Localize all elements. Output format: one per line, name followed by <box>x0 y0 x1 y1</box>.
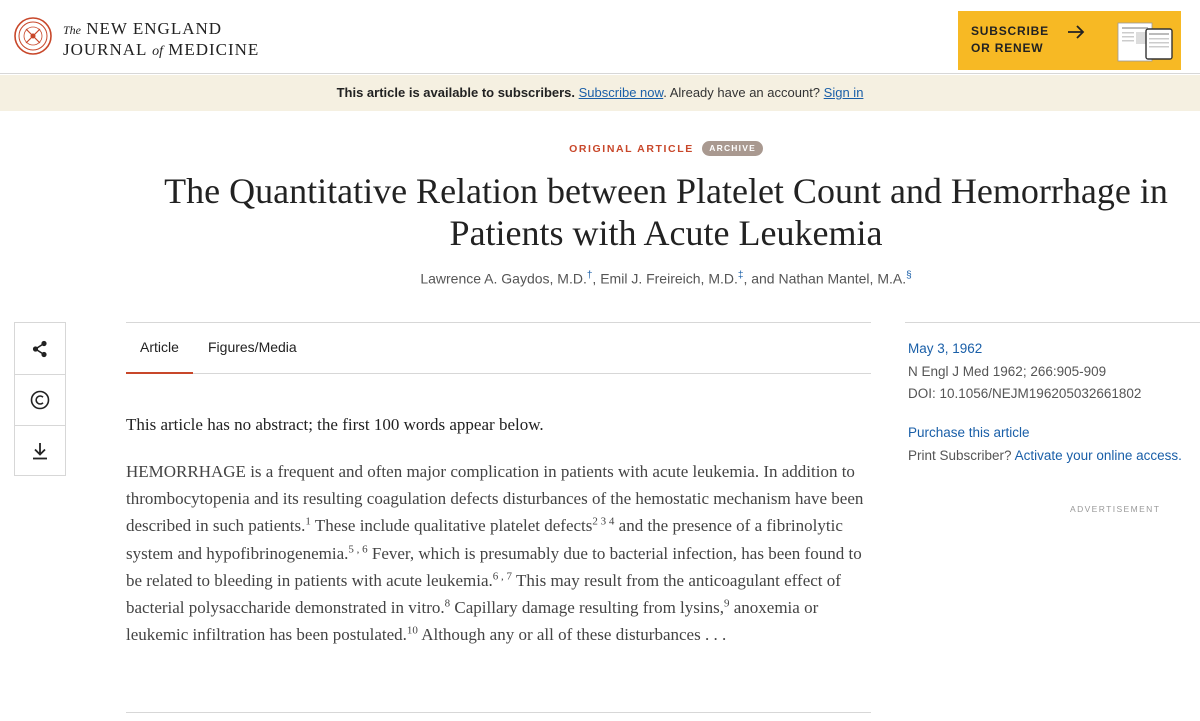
advertisement-label: ADVERTISEMENT <box>1070 504 1161 514</box>
sidebar-divider <box>905 322 1200 323</box>
logo-medicine: MEDICINE <box>168 40 260 59</box>
logo-journal: JOURNAL <box>63 40 147 59</box>
article-kicker <box>0 140 1200 158</box>
site-logo[interactable] <box>63 19 259 61</box>
article-tabs <box>126 322 871 374</box>
logo-the: The <box>63 23 81 37</box>
author-affiliation-mark[interactable]: § <box>906 270 912 281</box>
journal-devices-icon <box>1116 19 1176 63</box>
reference-link[interactable]: 8 <box>444 597 451 610</box>
article-metadata <box>908 338 1141 406</box>
author-name[interactable]: Lawrence A. Gaydos, M.D. <box>420 270 587 287</box>
notice-lead: This article is available to subscribers. <box>336 85 576 100</box>
author-name[interactable]: Nathan Mantel, M.A. <box>778 270 907 287</box>
subscriber-notice-bar <box>0 75 1200 111</box>
article-title: The Quantitative Relation between Platelet Count and Hemorrhage in Patients with Acute Leukemia <box>164 171 1168 253</box>
article-type-label[interactable]: ORIGINAL ARTICLE <box>569 142 694 155</box>
logo-of: of <box>152 44 163 59</box>
subscribe-or-renew-button[interactable] <box>958 11 1181 70</box>
article-excerpt: HEMORRHAGE is a frequent and often major complication in patients with acute leukemia. In addition to thrombocytopenia and its resulting coagulation defects disturbances of the hemostatic mechanism have been described in such patients.$^1$ These include qualitative platelet defects$^{2 3 4}$ and the presence of a fibrinolytic system and hypofibrinogenemia.$^{5 , 6}$ Fever, which is presumably due to bacterial infection, has been found to be related to bleeding in patients with acute leukemia.$^{6 , 7}$ This may result from the anticoagulant effect of bacterial polysaccharide demonstrated in vitro.$^8$ Capillary damage resulting from lysins,$^9$ anoxemia or leukemic infiltration has been postulated.$^{10}$ Although any or all of these disturbances . . . <box>126 462 864 645</box>
subscribe-now-link[interactable]: Subscribe now <box>578 85 664 100</box>
reference-link[interactable]: 5 , 6 <box>348 542 368 555</box>
publication-date[interactable]: May 3, 1962 <box>908 341 983 356</box>
doi: DOI: 10.1056/NEJM196205032661802 <box>908 386 1142 401</box>
abstract-note: This article has no abstract; the first 100 words appear below. <box>126 415 544 434</box>
share-button[interactable] <box>15 323 65 374</box>
reference-link[interactable]: 10 <box>406 624 418 637</box>
tab-article[interactable]: Article <box>126 323 193 374</box>
logo-line1: NEW ENGLAND <box>86 19 223 38</box>
reference-link[interactable]: 2 3 4 <box>592 515 615 528</box>
permissions-button[interactable] <box>15 374 65 425</box>
copyright-icon <box>30 390 50 410</box>
author-affiliation-mark[interactable]: ‡ <box>737 270 744 281</box>
activate-access-link[interactable]: Activate your online access. <box>1014 447 1182 463</box>
purchase-article-link[interactable]: Purchase this article <box>908 425 1030 440</box>
print-subscriber-label: Print Subscriber? <box>908 447 1012 463</box>
sign-in-link[interactable]: Sign in <box>823 85 864 100</box>
site-header <box>0 0 1200 74</box>
reference-link[interactable]: 9 <box>723 597 730 610</box>
notice-middle: . Already have an account? <box>663 85 821 100</box>
author-list: Lawrence A. Gaydos, M.D.†, Emil J. Freireich, M.D.‡, and Nathan Mantel, M.A.§ <box>420 270 912 287</box>
reference-link[interactable]: 1 <box>305 515 311 528</box>
reference-link[interactable]: 6 , 7 <box>492 570 513 583</box>
author-name[interactable]: Emil J. Freireich, M.D. <box>600 270 738 287</box>
content-divider <box>126 712 871 713</box>
nejm-seal-icon[interactable] <box>14 17 52 55</box>
access-options <box>908 422 1182 467</box>
download-button[interactable] <box>15 425 65 476</box>
tab-figures-media[interactable]: Figures/Media <box>208 339 297 355</box>
article-tools-rail <box>14 322 66 476</box>
subscribe-label: SUBSCRIBE OR RENEW <box>971 24 1049 55</box>
arrow-right-icon <box>1067 24 1085 40</box>
citation: N Engl J Med 1962; 266:905-909 <box>908 363 1107 379</box>
share-icon <box>31 340 49 358</box>
archive-badge: ARCHIVE <box>702 141 763 156</box>
download-icon <box>31 442 49 460</box>
author-affiliation-mark[interactable]: † <box>586 270 593 281</box>
